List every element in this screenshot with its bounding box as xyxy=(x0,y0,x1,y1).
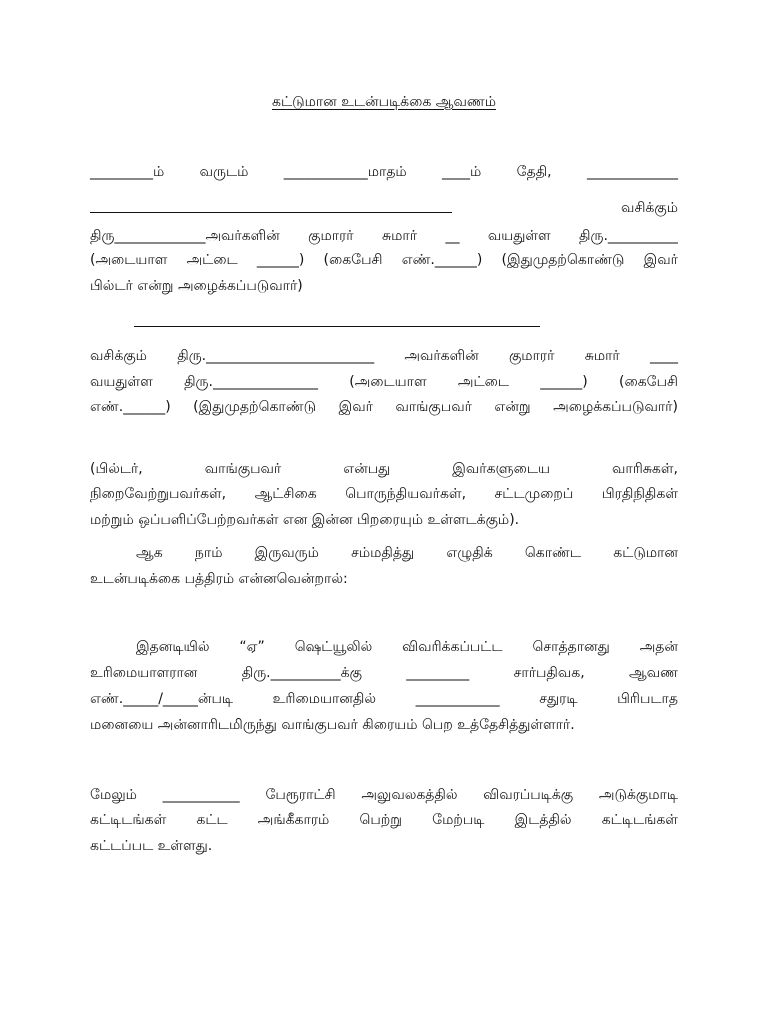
word: வருடம் xyxy=(199,164,249,180)
word: இடத்தில் xyxy=(514,812,572,828)
date-line xyxy=(90,162,678,182)
word: சுமார் xyxy=(382,228,418,244)
buyer-age-line xyxy=(90,372,678,392)
word: சதுரடி xyxy=(539,691,578,707)
word: _____________ xyxy=(586,164,678,180)
word: (கைபேசி xyxy=(323,252,383,268)
word: ____ xyxy=(650,348,678,364)
word: சட்டமுறைப் xyxy=(494,486,574,502)
definition-line-3: மற்றும் ஒப்பளிப்பேற்றவர்கள் என இன்ன பிறரையும் உள்ளடக்கும்). xyxy=(90,512,520,528)
word: தேதி, xyxy=(516,164,552,180)
word: எண்.______) xyxy=(401,252,483,268)
word: வயதுள்ள xyxy=(487,228,551,244)
word: ஷெட்யூலில் xyxy=(294,639,373,655)
word: அவர்களின் xyxy=(404,348,479,364)
word: பிரிபடாத xyxy=(617,691,678,707)
resident-label: வசிக்கும் xyxy=(621,200,678,216)
word: _________ xyxy=(406,665,470,681)
word: வாரிசுகள், xyxy=(611,461,678,477)
word: என்று xyxy=(494,399,531,415)
word: ______) xyxy=(256,252,305,268)
word: திரு.________________________ xyxy=(177,348,375,364)
schedule-line-1 xyxy=(136,637,678,657)
word: இவர் xyxy=(338,399,373,415)
builder-name-line xyxy=(90,226,678,246)
buyer-designation-line xyxy=(90,397,678,417)
word: (இதுமுதற்கொண்டு xyxy=(501,252,625,268)
approval-line-1 xyxy=(90,785,678,805)
word: ____________மாதம் xyxy=(283,164,407,180)
definition-line-2 xyxy=(90,484,678,504)
word: அடுக்குமாடி xyxy=(598,787,678,803)
word: அங்கீகாரம் xyxy=(257,812,330,828)
word: எண்.______) xyxy=(90,399,171,415)
word: இதனடியில் xyxy=(136,639,210,655)
buyer-name-line xyxy=(90,346,678,366)
builder-id-line xyxy=(90,250,678,270)
word: அலுவலகத்தில் xyxy=(361,787,458,803)
word: கொண்ட xyxy=(524,545,582,561)
word: நாம் xyxy=(194,545,223,561)
word: எண்._____/_____ன்படி xyxy=(90,691,234,707)
word: அட்டை xyxy=(186,252,238,268)
word: பிரதிநிதிகள் xyxy=(601,486,678,502)
schedule-line-4: மனையை அன்னாரிடமிருந்து வாங்குபவர் கிரையம் பெற உத்தேசித்துள்ளார். xyxy=(90,717,575,733)
word: விவரிக்கப்பட்ட xyxy=(402,639,503,655)
builder-designation-line: பில்டர் என்று அழைக்கப்படுவார்) xyxy=(90,278,303,294)
word: ____________ xyxy=(415,691,500,707)
word: சம்மதித்து xyxy=(351,545,415,561)
word: மேலும் xyxy=(90,787,137,803)
word: ஆட்சிகை xyxy=(254,486,317,502)
word: இவர்களுடைய xyxy=(452,461,550,477)
agreement-intro-line-2: உடன்படிக்கை பத்திரம் என்னவென்றால்: xyxy=(90,571,348,587)
definition-line-1 xyxy=(90,459,678,479)
word: ஆக xyxy=(136,545,163,561)
word: ஆவண xyxy=(629,665,678,681)
word: (அடையாள xyxy=(349,374,427,390)
word: குமாரர் xyxy=(508,348,555,364)
word: திரு.__________க்கு xyxy=(241,665,362,681)
word: (இதுமுதற்கொண்டு xyxy=(193,399,317,415)
word: சுமார் xyxy=(584,348,620,364)
word: _________ம் xyxy=(90,164,165,180)
word: கட்ட xyxy=(196,812,228,828)
approval-line-3: கட்டப்பட உள்ளது. xyxy=(90,838,213,854)
word: உரிமையானதில் xyxy=(272,691,376,707)
word: திரு._______________ xyxy=(184,374,318,390)
word: பெற்று xyxy=(359,812,402,828)
word: விவரப்படிக்கு xyxy=(483,787,574,803)
word: வாங்குபவர் xyxy=(395,399,472,415)
word: பொருந்தியவர்கள், xyxy=(345,486,467,502)
agreement-intro-line-1 xyxy=(136,543,678,563)
word: அழைக்கப்படுவார்) xyxy=(553,399,678,415)
word: இவர் xyxy=(643,252,678,268)
word: வாங்குபவர் xyxy=(204,461,282,477)
word: ____ம் xyxy=(442,164,482,180)
approval-line-2 xyxy=(90,810,678,830)
schedule-line-3 xyxy=(90,689,678,709)
word: மேற்படி xyxy=(432,812,485,828)
buyer-address-blank-line xyxy=(134,326,540,327)
word: பேரூராட்சி xyxy=(265,787,336,803)
word: (அடையாள xyxy=(90,252,168,268)
word: வயதுள்ள xyxy=(90,374,153,390)
word: உரிமையாளரான xyxy=(90,665,198,681)
word: என்பது xyxy=(343,461,391,477)
word: எழுதிக் xyxy=(446,545,493,561)
word: குமாரர் xyxy=(308,228,354,244)
word: ______) xyxy=(540,374,588,390)
word: திரு.__________ xyxy=(579,228,678,244)
word: “ஏ” xyxy=(239,639,265,655)
word: இருவரும் xyxy=(254,545,319,561)
word: நிறைவேற்றுபவர்கள், xyxy=(90,486,227,502)
schedule-line-2 xyxy=(90,663,678,683)
word: (பில்டர், xyxy=(90,461,143,477)
word: (கைபேசி xyxy=(618,374,678,390)
word: ___________ xyxy=(162,787,240,803)
word: அட்டை xyxy=(457,374,509,390)
word: வசிக்கும் xyxy=(90,348,147,364)
word: கட்டிடங்கள் xyxy=(90,812,167,828)
document-title: கட்டுமான உடன்படிக்கை ஆவணம் xyxy=(272,94,496,110)
word: அதன் xyxy=(639,639,678,655)
word: __ xyxy=(445,228,460,244)
word: திரு_____________அவர்களின் xyxy=(90,228,280,244)
word: கட்டுமான xyxy=(613,545,678,561)
word: சார்பதிவக, xyxy=(513,665,585,681)
word: சொத்தானது xyxy=(532,639,610,655)
word: கட்டிடங்கள் xyxy=(601,812,678,828)
